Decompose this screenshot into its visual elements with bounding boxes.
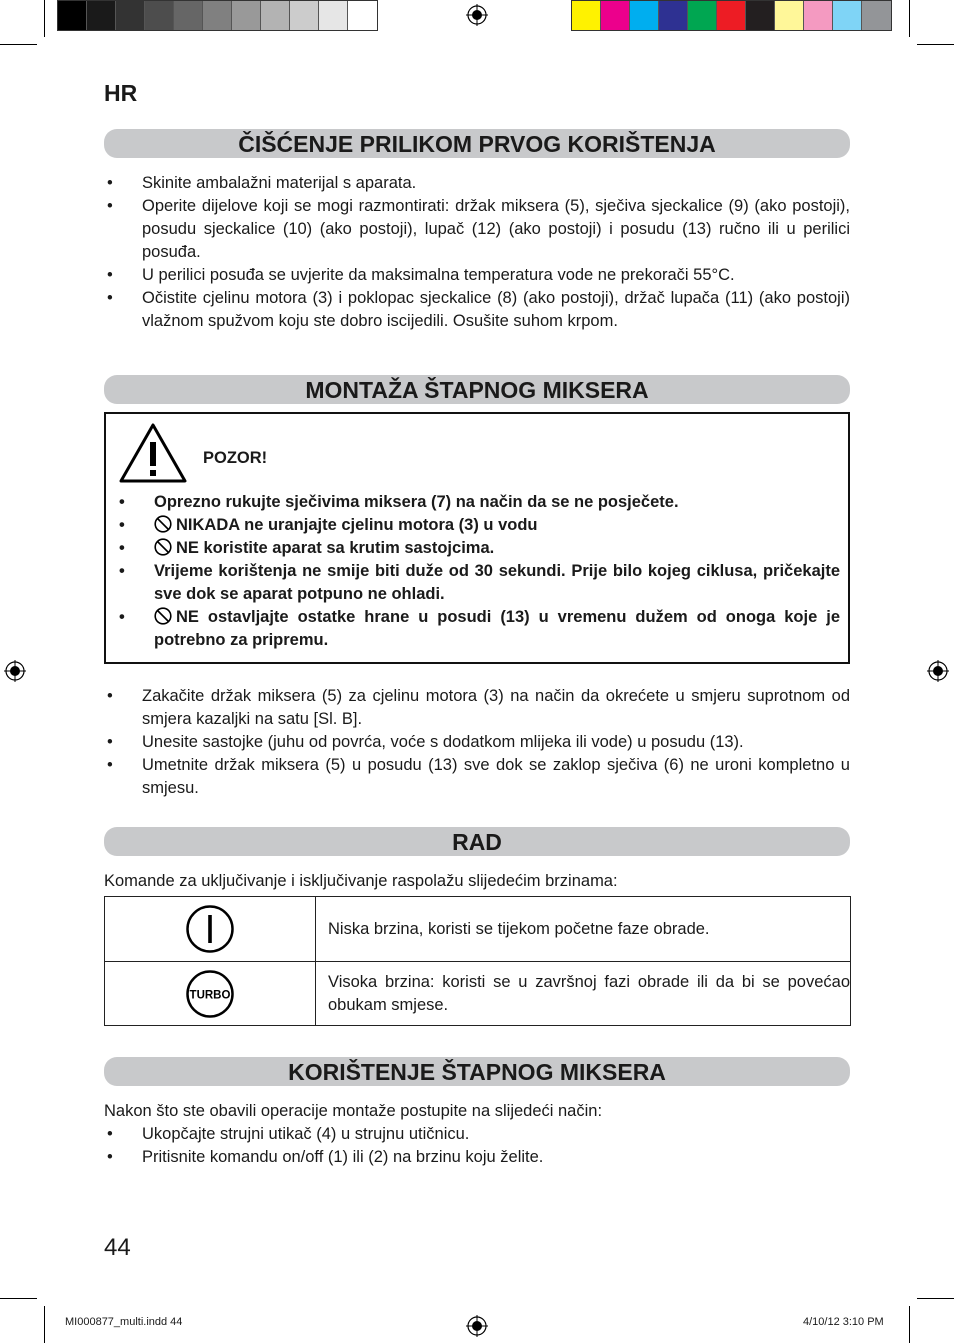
prohibited-icon bbox=[154, 607, 172, 625]
page-number: 44 bbox=[104, 1234, 131, 1261]
section-title-operation: RAD bbox=[104, 827, 850, 856]
speed-1-icon bbox=[185, 904, 235, 954]
warning-item: • NIKADA ne uranjajte cjelinu motora (3) u vodu bbox=[116, 514, 840, 537]
list-item: • U perilici posuđa se uvjerite da maksimalna temperatura vode ne prekorači 55°C. bbox=[104, 264, 850, 287]
operation-intro: Komande za uključivanje i isključivanje raspolažu slijedećim brzinama: bbox=[104, 872, 618, 890]
list-item: • Unesite sastojke (juhu od povrća, voće s dodatkom mlijeka ili vode) u posudu (13). bbox=[104, 731, 850, 754]
warning-triangle-icon bbox=[118, 422, 188, 484]
speed-description: Visoka brzina: koristi se u završnoj fazi obrade ili da bi se povećao obukam smjese. bbox=[316, 962, 851, 1026]
color-swatch bbox=[116, 1, 145, 30]
list-item: • Pritisnite komandu on/off (1) ili (2) na brzinu koju želite. bbox=[104, 1146, 850, 1169]
icon-cell bbox=[105, 897, 316, 962]
section-title-cleaning: ČIŠĆENJE PRILIKOM PRVOG KORIŠTENJA bbox=[104, 129, 850, 158]
color-swatch bbox=[87, 1, 116, 30]
icon-cell bbox=[105, 962, 316, 1026]
registration-mark-icon bbox=[466, 1315, 488, 1337]
section-title-usage: KORIŠTENJE ŠTAPNOG MIKSERA bbox=[104, 1057, 850, 1086]
color-swatch bbox=[290, 1, 319, 30]
crop-mark bbox=[909, 1306, 910, 1343]
color-swatch bbox=[717, 1, 746, 30]
color-swatch bbox=[174, 1, 203, 30]
color-swatch bbox=[862, 1, 891, 30]
svg-text:TURBO: TURBO bbox=[189, 989, 231, 1001]
list-item: • Skinite ambalažni materijal s aparata. bbox=[104, 172, 850, 195]
warning-box bbox=[104, 412, 850, 664]
crop-mark bbox=[917, 44, 954, 45]
section-title-assembly: MONTAŽA ŠTAPNOG MIKSERA bbox=[104, 375, 850, 404]
list-item: • Očistite cjelinu motora (3) i poklopac sjeckalice (8) (ako postoji), držač lupača (11) (ako postoji) vlažnom spužvom koju ste dobro iscijedili. Osušite suhom krpom. bbox=[104, 287, 850, 333]
warning-label: POZOR! bbox=[203, 449, 268, 467]
color-swatch bbox=[833, 1, 862, 30]
list-item: • Ukopčajte strujni utikač (4) u strujnu utičnicu. bbox=[104, 1123, 850, 1146]
registration-mark-icon bbox=[466, 4, 488, 26]
list-item: • Operite dijelove koji se mogi razmontirati: držak miksera (5), sječiva sjeckalice (9) (ako postoji), posudu sjeckalice (10) (ako postoji), lupač (12) (ako postoji) i posudu (13) ručno ili u perilici posuđa. bbox=[104, 195, 850, 264]
prohibited-icon bbox=[154, 538, 172, 556]
color-swatch bbox=[775, 1, 804, 30]
color-swatch bbox=[746, 1, 775, 30]
color-swatch bbox=[804, 1, 833, 30]
warning-item: • Vrijeme korištenja ne smije biti duže od 30 sekundi. Prije bilo kojeg ciklusa, pričekajte sve dok se aparat potpuno ne ohladi. bbox=[116, 560, 840, 606]
crop-mark bbox=[909, 0, 910, 37]
color-bar bbox=[571, 0, 892, 31]
cleaning-list bbox=[104, 172, 850, 333]
crop-mark bbox=[44, 0, 45, 37]
color-swatch bbox=[688, 1, 717, 30]
assembly-list bbox=[104, 685, 850, 800]
color-swatch bbox=[145, 1, 174, 30]
table-row bbox=[105, 962, 851, 1026]
list-item: • Zakačite držak miksera (5) za cjelinu motora (3) na način da okrećete u smjeru suprotnom od smjera kazaljki na satu [Sl. B]. bbox=[104, 685, 850, 731]
warning-item: • Oprezno rukujte sječivima miksera (7) na način da se ne posječete. bbox=[116, 491, 840, 514]
language-code: HR bbox=[104, 80, 138, 106]
footer-date: 4/10/12 3:10 PM bbox=[803, 1316, 884, 1328]
prohibited-icon bbox=[154, 515, 172, 533]
warning-item: • NE ostavljajte ostatke hrane u posudi (13) u vremenu dužem od onoga koje je potrebno za pripremu. bbox=[116, 606, 840, 652]
speed-table bbox=[104, 896, 851, 1026]
color-swatch bbox=[319, 1, 348, 30]
color-swatch bbox=[232, 1, 261, 30]
crop-mark bbox=[917, 1298, 954, 1299]
turbo-icon bbox=[184, 969, 236, 1019]
color-swatch bbox=[58, 1, 87, 30]
color-swatch bbox=[203, 1, 232, 30]
color-swatch bbox=[261, 1, 290, 30]
usage-list bbox=[104, 1123, 850, 1169]
speed-description: Niska brzina, koristi se tijekom početne faze obrade. bbox=[316, 897, 851, 962]
usage-intro: Nakon što ste obavili operacije montaže postupite na slijedeći način: bbox=[104, 1102, 603, 1120]
warning-list bbox=[116, 491, 840, 652]
warning-item: • NE koristite aparat sa krutim sastojcima. bbox=[116, 537, 840, 560]
color-swatch bbox=[630, 1, 659, 30]
crop-mark bbox=[0, 1298, 37, 1299]
color-swatch bbox=[348, 1, 377, 30]
table-row bbox=[105, 897, 851, 962]
registration-mark-icon bbox=[927, 660, 949, 682]
crop-mark bbox=[44, 1306, 45, 1343]
crop-mark bbox=[0, 44, 37, 45]
list-item: • Umetnite držak miksera (5) u posudu (13) sve dok se zaklop sječiva (6) ne uroni kompletno u smjesu. bbox=[104, 754, 850, 800]
footer-filename: MI000877_multi.indd 44 bbox=[65, 1316, 183, 1328]
color-swatch bbox=[659, 1, 688, 30]
gray-color-bar bbox=[57, 0, 378, 31]
registration-mark-icon bbox=[4, 660, 26, 682]
color-swatch bbox=[601, 1, 630, 30]
color-swatch bbox=[572, 1, 601, 30]
